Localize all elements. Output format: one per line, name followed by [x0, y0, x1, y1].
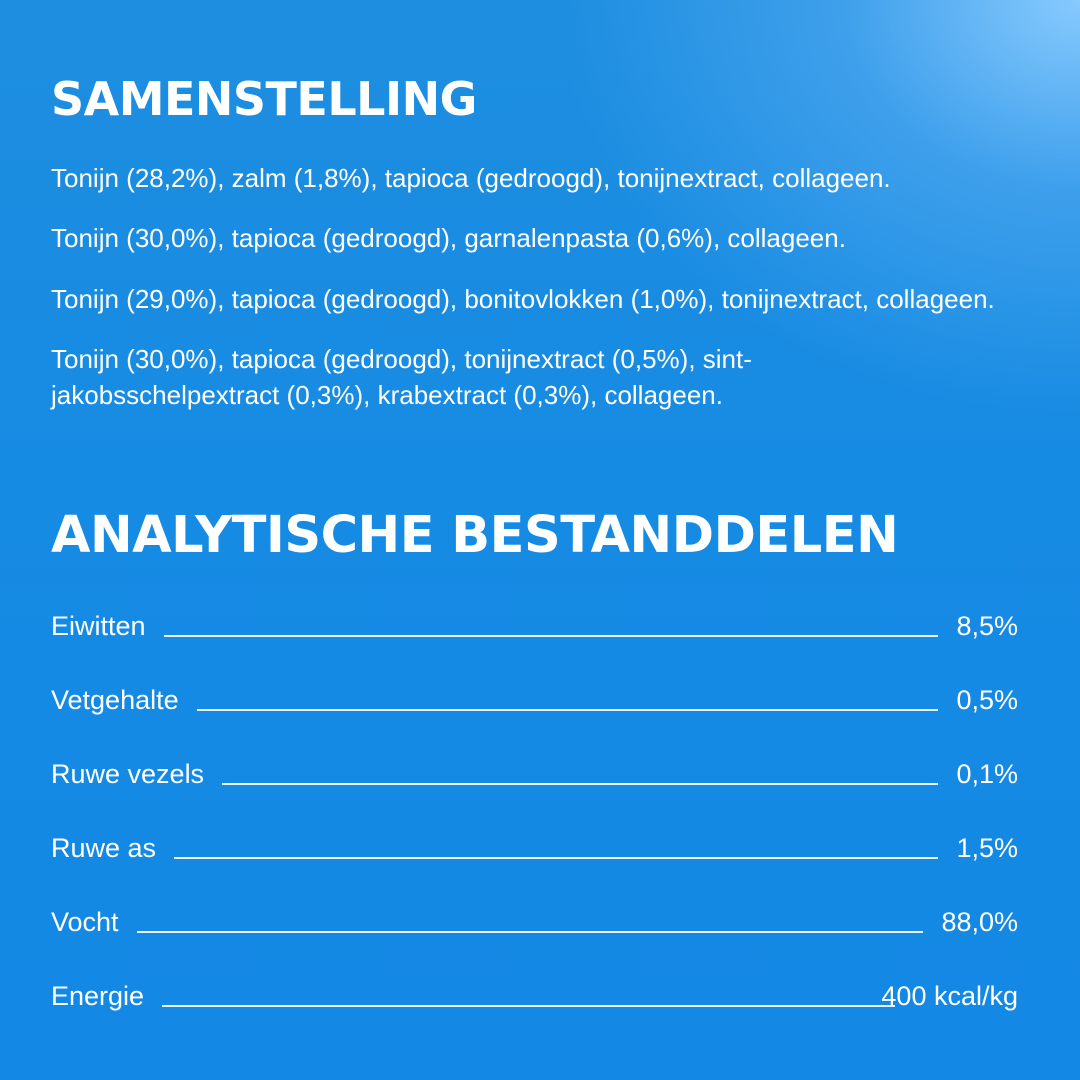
composition-list: [51, 160, 1018, 437]
leader-line: [197, 709, 939, 711]
analytical-row-vetgehalte: [51, 680, 1018, 720]
analytical-value: 0,1%: [956, 759, 1018, 789]
analytical-row-energie: [51, 976, 1018, 1016]
analytical-label: Ruwe vezels: [51, 759, 205, 789]
analytical-label: Eiwitten: [51, 611, 146, 641]
analytical-value: 8,5%: [956, 611, 1018, 641]
composition-heading: SAMENSTELLING: [51, 72, 477, 126]
analytical-value: 400 kcal/kg: [881, 981, 1018, 1011]
leader-line: [162, 1005, 895, 1007]
analytical-label: Vetgehalte: [51, 685, 179, 715]
analytical-label: Vocht: [51, 907, 119, 937]
leader-line: [174, 857, 938, 859]
analytical-label: Energie: [51, 981, 145, 1011]
composition-item: Tonijn (30,0%), tapioca (gedroogd), garnalenpasta (0,6%), collageen.: [51, 223, 846, 253]
leader-line: [222, 783, 938, 785]
composition-item: Tonijn (28,2%), zalm (1,8%), tapioca (gedroogd), tonijnextract, collageen.: [51, 163, 891, 193]
analytical-row-vocht: [51, 902, 1018, 942]
analytical-value: 0,5%: [956, 685, 1018, 715]
analytical-row-ruwe-as: [51, 828, 1018, 868]
analytical-list: [51, 606, 1018, 1050]
leader-line: [137, 931, 924, 933]
analytical-label: Ruwe as: [51, 833, 157, 863]
analytical-row-eiwitten: [51, 606, 1018, 646]
analytical-value: 1,5%: [956, 833, 1018, 863]
leader-line: [164, 635, 939, 637]
analytical-heading: ANALYTISCHE BESTANDDELEN: [51, 506, 899, 565]
analytical-row-ruwe-vezels: [51, 754, 1018, 794]
composition-item: Tonijn (30,0%), tapioca (gedroogd), tonijnextract (0,5%), sint-jakobsschelpextract (0,3%), krabextract (0,3%), collageen.: [51, 344, 752, 410]
composition-item: Tonijn (29,0%), tapioca (gedroogd), bonitovlokken (1,0%), tonijnextract, collageen.: [51, 284, 995, 314]
analytical-value: 88,0%: [941, 907, 1018, 937]
